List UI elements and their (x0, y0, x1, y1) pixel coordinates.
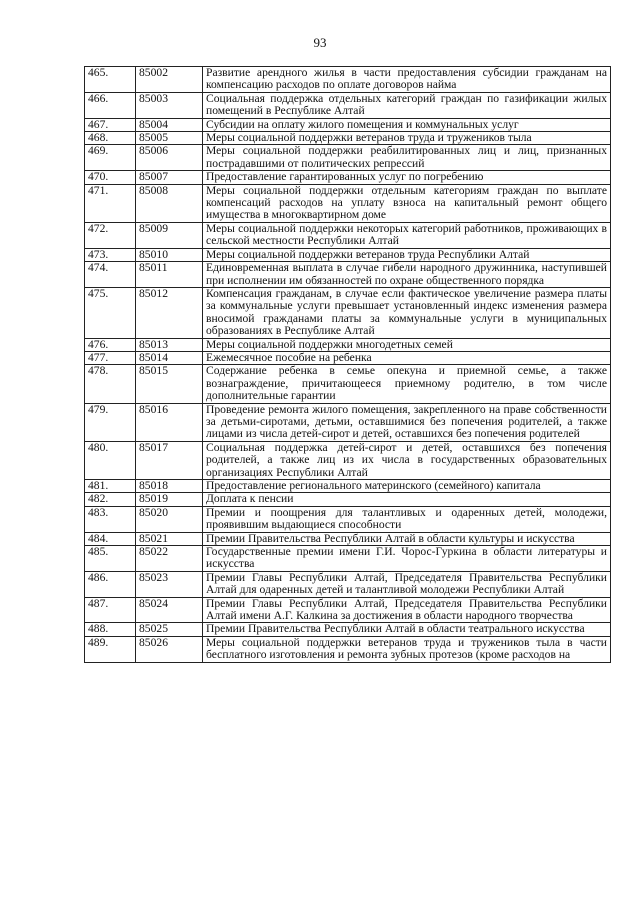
row-code: 85017 (136, 441, 203, 479)
row-description: Премии Главы Республики Алтай, Председателя Правительства Республики Алтай имени А.Г. Калкина за достижения в области народного творчества (203, 597, 611, 623)
row-code: 85005 (136, 132, 203, 145)
table-row (85, 287, 611, 338)
row-code: 85022 (136, 546, 203, 572)
table-row (85, 546, 611, 572)
row-description: Компенсация гражданам, в случае если фактическое увеличение размера платы за коммунальные услуги превышает установленный индекс изменения размера вносимой гражданами платы за коммунальные услуги в муниципальных образованиях в Республике Алтай (203, 287, 611, 338)
row-code: 85002 (136, 67, 203, 93)
row-code: 85019 (136, 493, 203, 506)
table-row (85, 351, 611, 364)
row-code: 85025 (136, 623, 203, 636)
table-row (85, 184, 611, 222)
table-row (85, 636, 611, 662)
row-description: Меры социальной поддержки некоторых категорий работников, проживающих в сельской местности Республики Алтай (203, 222, 611, 248)
row-number: 483. (85, 506, 136, 532)
row-code: 85006 (136, 145, 203, 171)
row-description: Социальная поддержка отдельных категорий граждан по газификации жилых помещений в Республике Алтай (203, 92, 611, 118)
row-description: Премии Правительства Республики Алтай в области театрального искусства (203, 623, 611, 636)
table-row (85, 441, 611, 479)
row-description: Меры социальной поддержки ветеранов труда Республики Алтай (203, 248, 611, 261)
row-code: 85008 (136, 184, 203, 222)
table-row (85, 248, 611, 261)
table-row (85, 493, 611, 506)
row-code: 85026 (136, 636, 203, 662)
row-number: 476. (85, 338, 136, 351)
page-number: 93 (313, 35, 327, 50)
row-number: 467. (85, 118, 136, 131)
row-number: 487. (85, 597, 136, 623)
table-row (85, 480, 611, 493)
row-description: Развитие арендного жилья в части предоставления субсидии гражданам на компенсацию расходов по оплате договоров найма (203, 67, 611, 93)
table-row (85, 145, 611, 171)
row-code: 85020 (136, 506, 203, 532)
row-number: 474. (85, 262, 136, 288)
row-code: 85018 (136, 480, 203, 493)
table-row (85, 623, 611, 636)
table-row (85, 532, 611, 545)
row-description: Государственные премии имени Г.И. Чорос-Гуркина в области литературы и искусства (203, 546, 611, 572)
table-row (85, 403, 611, 441)
row-description: Премии Правительства Республики Алтай в области культуры и искусства (203, 532, 611, 545)
row-code: 85021 (136, 532, 203, 545)
row-code: 85011 (136, 262, 203, 288)
row-number: 486. (85, 571, 136, 597)
row-number: 479. (85, 403, 136, 441)
row-description: Социальная поддержка детей-сирот и детей, оставшихся без попечения родителей, а также лиц из их числа в государственных образовательных организациях Республики Алтай (203, 441, 611, 479)
row-description: Предоставление гарантированных услуг по погребению (203, 171, 611, 184)
row-number: 484. (85, 532, 136, 545)
row-description: Меры социальной поддержки ветеранов труда и тружеников тыла в части бесплатного изготовления и ремонта зубных протезов (кроме расходов на (203, 636, 611, 662)
row-code: 85023 (136, 571, 203, 597)
row-number: 480. (85, 441, 136, 479)
row-number: 473. (85, 248, 136, 261)
row-code: 85007 (136, 171, 203, 184)
row-number: 485. (85, 546, 136, 572)
row-code: 85010 (136, 248, 203, 261)
table-row (85, 92, 611, 118)
row-description: Содержание ребенка в семье опекуна и приемной семье, а также вознаграждение, причитающееся приемному родителю, в том числе дополнительные гарантии (203, 365, 611, 403)
row-number: 488. (85, 623, 136, 636)
table-row (85, 338, 611, 351)
row-description: Доплата к пенсии (203, 493, 611, 506)
row-number: 468. (85, 132, 136, 145)
row-description: Премии и поощрения для талантливых и одаренных детей, молодежи, проявившим выдающиеся способности (203, 506, 611, 532)
row-description: Предоставление регионального материнского (семейного) капитала (203, 480, 611, 493)
row-code: 85024 (136, 597, 203, 623)
row-code: 85013 (136, 338, 203, 351)
row-number: 489. (85, 636, 136, 662)
table-row (85, 222, 611, 248)
row-number: 470. (85, 171, 136, 184)
row-number: 469. (85, 145, 136, 171)
row-code: 85012 (136, 287, 203, 338)
table-row (85, 597, 611, 623)
row-number: 477. (85, 351, 136, 364)
table-row (85, 171, 611, 184)
table-row (85, 262, 611, 288)
row-description: Меры социальной поддержки многодетных семей (203, 338, 611, 351)
table-row (85, 132, 611, 145)
table-row (85, 67, 611, 93)
row-number: 478. (85, 365, 136, 403)
row-description: Ежемесячное пособие на ребенка (203, 351, 611, 364)
table-row (85, 365, 611, 403)
row-number: 472. (85, 222, 136, 248)
row-number: 475. (85, 287, 136, 338)
table-row (85, 571, 611, 597)
row-number: 482. (85, 493, 136, 506)
row-number: 471. (85, 184, 136, 222)
row-code: 85009 (136, 222, 203, 248)
row-description: Проведение ремонта жилого помещения, закрепленного на праве собственности за детьми-сиротами, детьми, оставшимися без попечения родителей, а также лицами из числа детей-сирот и детей, оставшихся без попечения родителей (203, 403, 611, 441)
row-description: Премии Главы Республики Алтай, Председателя Правительства Республики Алтай для одаренных детей и талантливой молодежи Республики Алтай (203, 571, 611, 597)
row-code: 85016 (136, 403, 203, 441)
row-number: 466. (85, 92, 136, 118)
row-number: 481. (85, 480, 136, 493)
row-number: 465. (85, 67, 136, 93)
table-body (85, 67, 611, 663)
row-description: Меры социальной поддержки реабилитированных лиц и лиц, признанных пострадавшими от политических репрессий (203, 145, 611, 171)
row-description: Субсидии на оплату жилого помещения и коммунальных услуг (203, 118, 611, 131)
row-code: 85003 (136, 92, 203, 118)
classification-table (84, 66, 611, 663)
row-description: Единовременная выплата в случае гибели народного дружинника, наступившей при исполнении им обязанностей по охране общественного порядка (203, 262, 611, 288)
row-description: Меры социальной поддержки ветеранов труда и тружеников тыла (203, 132, 611, 145)
table-row (85, 506, 611, 532)
row-description: Меры социальной поддержки отдельным категориям граждан по выплате компенсаций расходов на уплату взноса на капитальный ремонт общего имущества в многоквартирном доме (203, 184, 611, 222)
row-code: 85004 (136, 118, 203, 131)
table-row (85, 118, 611, 131)
row-code: 85015 (136, 365, 203, 403)
row-code: 85014 (136, 351, 203, 364)
